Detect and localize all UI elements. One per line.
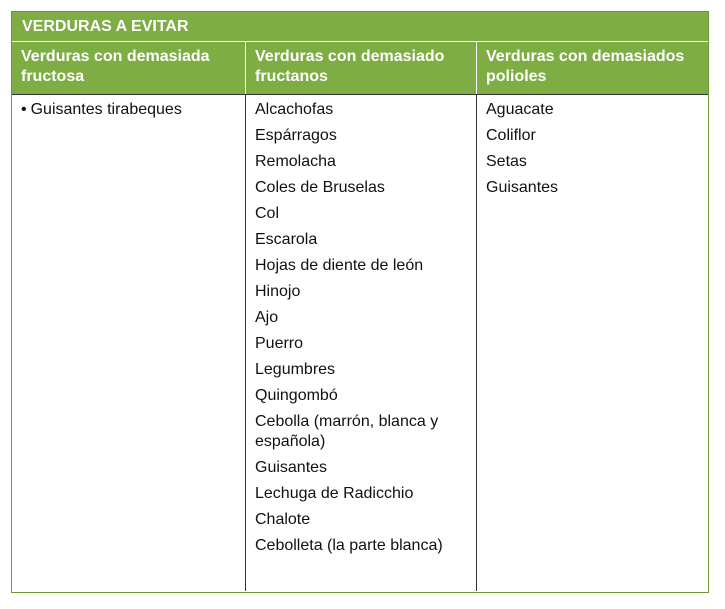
list-item — [486, 152, 700, 172]
list-item-text: Legumbres — [255, 361, 336, 378]
list-item — [255, 126, 468, 146]
bullet-icon: • — [21, 101, 27, 118]
list-item-text: Hinojo — [255, 283, 301, 300]
list-item-text: Remolacha — [255, 153, 336, 170]
list-item-text: Aguacate — [486, 101, 554, 118]
list-item-text: Quingombó — [255, 387, 338, 404]
list-item-text: Puerro — [255, 335, 304, 352]
list-item — [255, 204, 468, 224]
list-item-text: Ajo — [255, 309, 279, 326]
list-item-text: Chalote — [255, 511, 311, 528]
polyols-list — [486, 100, 700, 198]
list-item — [255, 178, 468, 198]
column-fructose — [12, 95, 245, 591]
list-item-text: Coles de Bruselas — [255, 179, 385, 196]
list-item-text: Escarola — [255, 231, 318, 248]
list-item — [255, 334, 468, 354]
list-item-text: Espárragos — [255, 127, 337, 144]
list-item-text: Cebolla (marrón, blanca y española) — [255, 413, 439, 450]
list-item-text: Guisantes — [255, 459, 328, 476]
vegetables-table — [11, 11, 709, 593]
list-item — [255, 256, 468, 276]
list-item — [255, 308, 468, 328]
list-item — [255, 282, 468, 302]
fructose-list — [21, 100, 237, 120]
column-polyols — [476, 95, 708, 591]
list-item-text: Lechuga de Radicchio — [255, 485, 414, 502]
list-item-text: Setas — [486, 153, 527, 170]
list-item — [486, 178, 700, 198]
list-item — [255, 360, 468, 380]
list-item — [255, 412, 468, 452]
list-item — [255, 536, 468, 556]
column-header-fructans: Verduras con demasiado fructanos — [245, 42, 476, 94]
list-item — [486, 126, 700, 146]
list-item — [486, 100, 700, 120]
list-item-text: Col — [255, 205, 280, 222]
list-item-text: Hojas de diente de león — [255, 257, 424, 274]
list-item — [255, 510, 468, 530]
column-header-polyols: Verduras con demasiados polioles — [476, 42, 708, 94]
table-body-row — [12, 95, 708, 591]
column-fructans — [245, 95, 476, 591]
list-item — [255, 100, 468, 120]
column-header-fructose: Verduras con demasiada fructosa — [21, 48, 210, 85]
list-item-text: Cebolleta (la parte blanca) — [255, 537, 443, 554]
list-item — [255, 230, 468, 250]
column-header-row — [12, 42, 708, 95]
list-item — [255, 484, 468, 504]
list-item-text: Alcachofas — [255, 101, 334, 118]
list-item — [255, 458, 468, 478]
list-item — [255, 386, 468, 406]
list-item-text: Guisantes — [486, 179, 559, 196]
list-item-text: Guisantes tirabeques — [30, 101, 182, 118]
list-item-text: Coliflor — [486, 127, 536, 144]
list-item — [21, 100, 237, 120]
list-item — [255, 152, 468, 172]
table-title: VERDURAS A EVITAR — [12, 12, 708, 42]
fructans-list — [255, 100, 468, 556]
